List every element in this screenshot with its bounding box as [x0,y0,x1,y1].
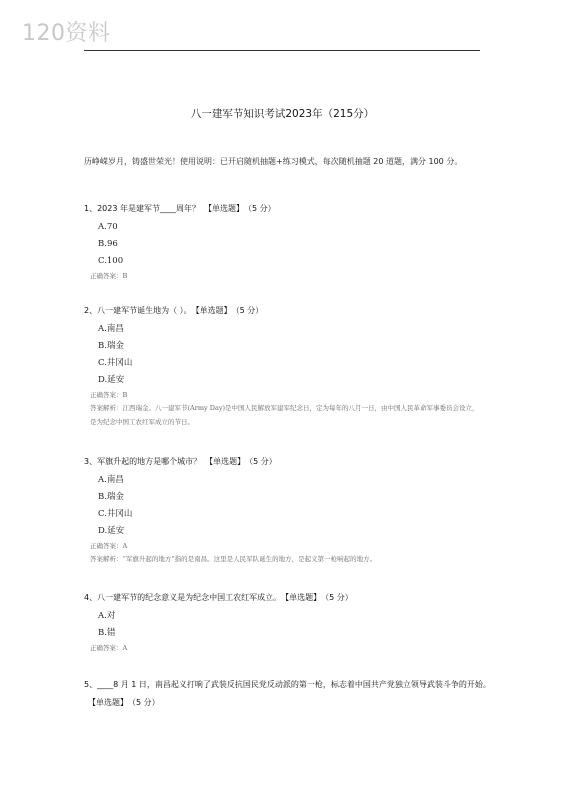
question-type: 【单选题】 [285,593,322,602]
option-a[interactable]: A.南昌 [98,324,124,334]
question-3-text [84,454,504,469]
option-a[interactable]: A.对 [98,611,116,621]
page-title: 八一建军节知识考试2023年（215分） [190,108,375,120]
question-score: （5 分） [248,204,276,213]
option-a[interactable]: A.南昌 [98,475,124,485]
question-5 [84,676,504,712]
question-4-text [84,590,504,605]
option-b[interactable]: B.瑞金 [98,341,124,351]
question-score: （5 分） [325,593,353,602]
question-stem: 4、八一建军节的纪念意义是为纪念中国工农红军成立。 [84,593,282,602]
question-2-text [84,303,504,318]
question-type: 【单选题】 [205,457,246,466]
question-stem: 1、2023 年是建军节____周年？ [84,204,200,213]
question-score: （5 分） [249,457,277,466]
option-c[interactable]: C.井冈山 [98,509,133,519]
question-score: （5 分） [235,306,264,315]
question-5-text [84,676,504,712]
option-d[interactable]: D.延安 [98,375,125,385]
correct-answer: 正确答案：A [90,542,128,550]
correct-answer: 正确答案：B [90,272,128,280]
question-type: 【单选题】 [88,698,128,707]
question-type: 【单选题】 [204,204,244,213]
option-c[interactable]: C.100 [98,256,124,266]
option-b[interactable]: B.瑞金 [98,492,124,502]
correct-answer: 正确答案：A [90,644,128,652]
question-1-text [84,201,504,216]
option-c[interactable]: C.井冈山 [98,358,133,368]
header-rule [84,50,480,51]
answer-analysis: 答案解析：江西瑞金。八一建军节(Army Day)是中国人民解放军建军纪念日，定为每年的八月一日，由中国人民革命军事委员会设立，是为纪念中国工农红军成立的节日。 [90,404,479,426]
option-b[interactable]: B.错 [98,628,116,638]
watermark-logo: 120资料 [22,21,111,46]
question-1 [84,201,504,282]
question-score: （5 分） [132,698,160,707]
question-type: 【单选题】 [195,306,232,315]
correct-answer: 正确答案：B [90,391,128,399]
question-stem: 3、军旗升起的地方是哪个城市？ [84,457,202,466]
option-a[interactable]: A.70 [98,222,118,232]
question-stem: 5、____8 月 1 日，南昌起义打响了武装反抗国民党反动派的第一枪，标志着中国共产党独立领导武装斗争的开始。 [84,680,491,689]
option-d[interactable]: D.延安 [98,526,125,536]
question-4 [84,590,504,654]
question-2 [84,303,504,429]
question-3 [84,454,504,566]
option-b[interactable]: B.96 [98,239,118,249]
answer-analysis: 答案解析：“军旗升起的地方”指的是南昌。这里是人民军队诞生的地方，是起义第一枪响起的地方。 [90,555,377,563]
intro-text: 历峥嵘岁月，铸盛世荣光！使用说明：已开启随机抽题+练习模式，每次随机抽题 20 道题，满分 100 分。 [84,157,463,166]
question-stem: 2、八一建军节诞生地为（ ）。 [84,306,192,315]
